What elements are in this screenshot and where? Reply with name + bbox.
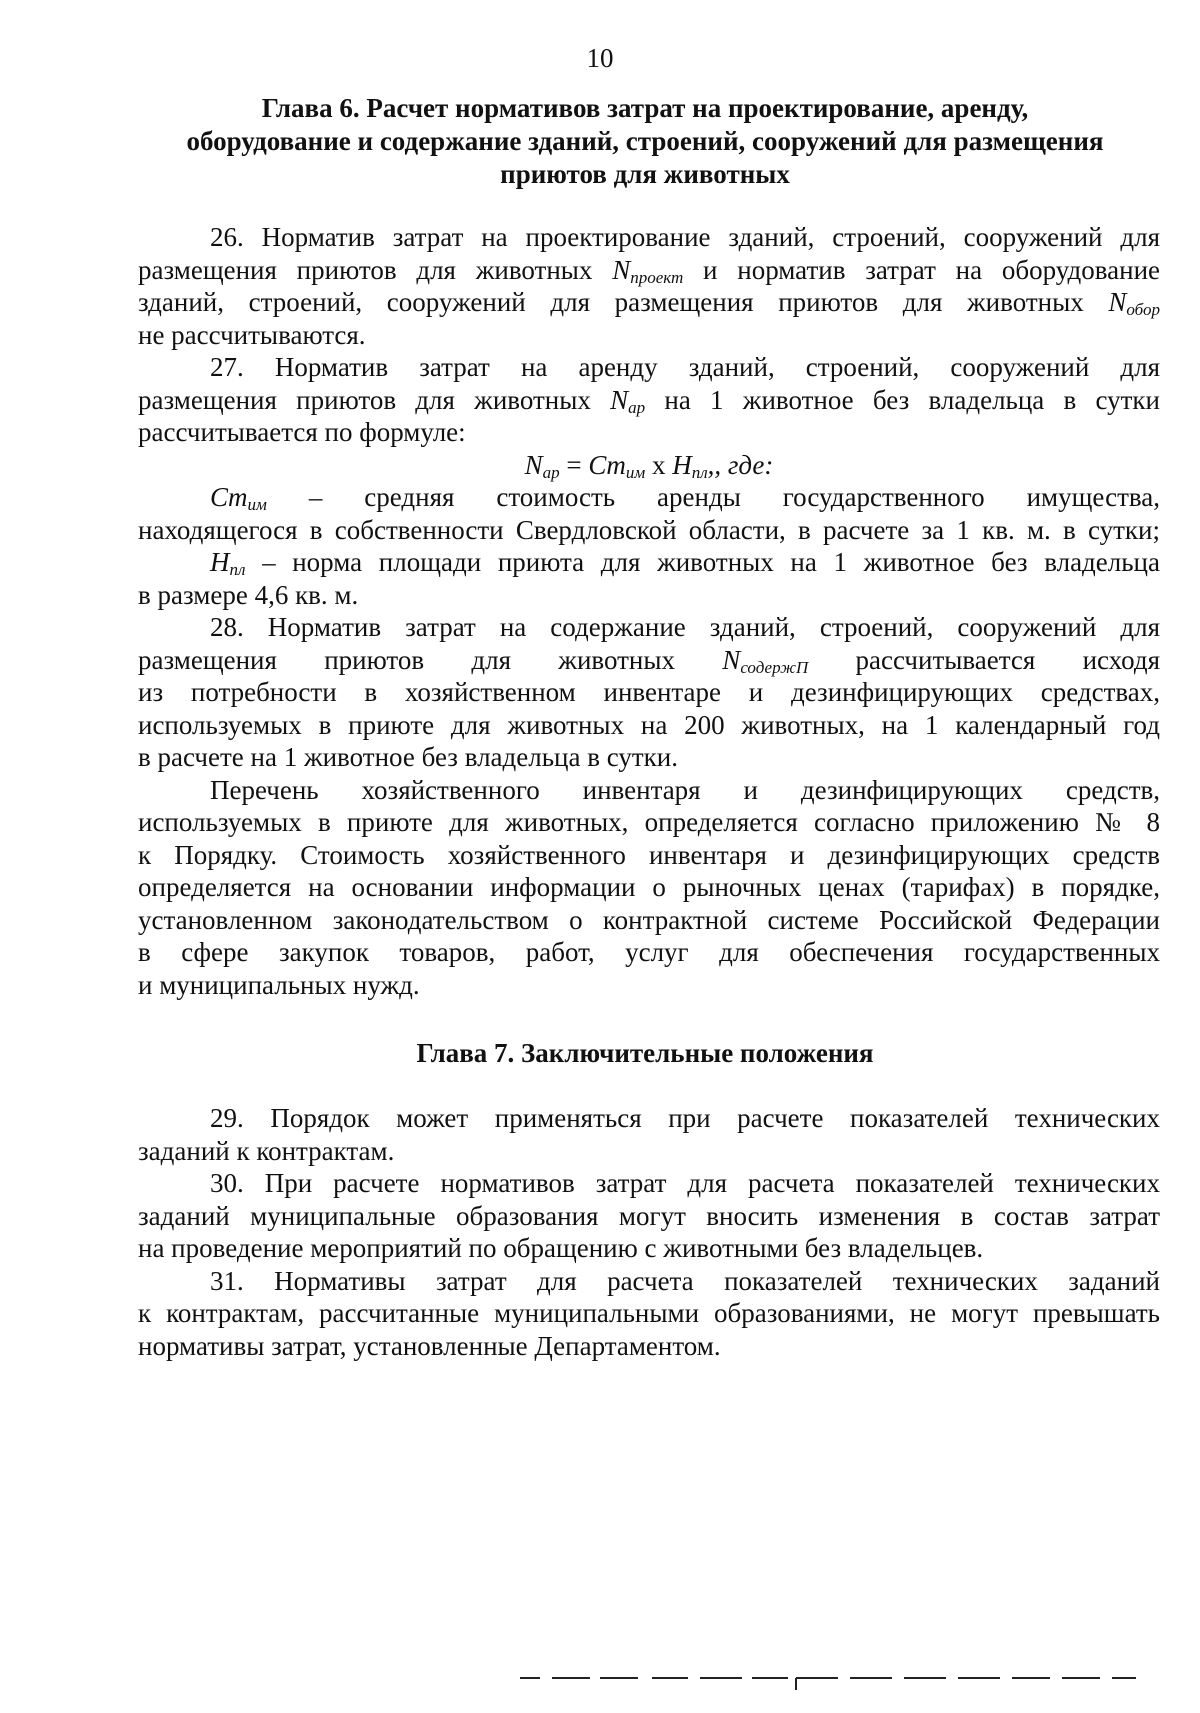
paragraph-inventory-line: к Порядку. Стоимость хозяйственного инвентаря и дезинфицирующих средств <box>138 839 1160 870</box>
chapter-6-title-line: приютов для животных <box>500 159 790 189</box>
paragraph-inventory-line: определяется на основании информации о рыночных ценах (тарифах) в порядке, <box>138 872 1160 902</box>
paragraph-29-line: заданий к контрактам. <box>138 1135 395 1166</box>
paragraph-26-line: 26. Норматив затрат на проектирование зданий, строений, сооружений для <box>210 222 1160 252</box>
paragraph-inventory-line: и муниципальных нужд. <box>138 969 420 1000</box>
page-number: 10 <box>586 43 614 73</box>
chapter-6-title-line: оборудование и содержание зданий, строений, сооружений для размещения <box>186 126 1104 156</box>
chapter-7-heading <box>150 1037 1140 1070</box>
chapter-7-title: Глава 7. Заключительные положения <box>416 1038 874 1068</box>
chapter-6-title-line: Глава 6. Расчет нормативов затрат на проектирование, аренду, <box>261 93 1029 123</box>
definition-cost-line: $Cm_{им}$ – средняя стоимость аренды государственного имущества, <box>210 482 1160 514</box>
formula-rent: $N_{ар} = Cm_{им}$ х $H_{пл}$,, где: <box>524 449 774 482</box>
paragraph-27-line: рассчитывается по формуле: <box>138 417 466 447</box>
definition-area-line: в размере 4,6 кв. м. <box>138 579 359 610</box>
paragraph-30-line: заданий муниципальные образования могут вносить изменения в состав затрат <box>138 1200 1160 1231</box>
paragraph-inventory-line: Перечень хозяйственного инвентаря и дезинфицирующих средств, <box>210 774 1160 805</box>
paragraph-inventory-line: установленном законодательством о контрактной системе Российской Федерации <box>138 904 1160 935</box>
paragraph-31-line: нормативы затрат, установленные Департаментом. <box>138 1330 721 1361</box>
paragraph-inventory-line: в сфере закупок товаров, работ, услуг для обеспечения государственных <box>138 937 1160 967</box>
paragraph-31-line: 31. Нормативы затрат для расчета показателей технических заданий <box>210 1265 1160 1296</box>
paragraph-28-line: используемых в приюте для животных на 200 животных, на 1 календарный год <box>138 709 1160 740</box>
paragraph-28-line: размещения приютов для животных $N_{содержП}$ рассчитывается исходя <box>138 644 1160 677</box>
chapter-6-body <box>138 221 1160 1001</box>
paragraph-30-line: 30. При расчете нормативов затрат для расчета показателей технических <box>210 1168 1160 1198</box>
paragraph-28-line: в расчете на 1 животное без владельца в сутки. <box>138 742 678 772</box>
definition-cost-line: находящегося в собственности Свердловской области, в расчете за 1 кв. м. в сутки; <box>138 514 1160 545</box>
paragraph-31-line: к контрактам, рассчитанные муниципальными образованиями, не могут превышать <box>138 1298 1160 1328</box>
paragraph-inventory-line: используемых в приюте для животных, определяется согласно приложению № 8 <box>138 807 1160 837</box>
paragraph-28-line: 28. Норматив затрат на содержание зданий, строений, сооружений для <box>210 612 1160 642</box>
paragraph-27-line: 27. Норматив затрат на аренду зданий, строений, сооружений для <box>210 352 1160 382</box>
definition-area-line: $H_{пл}$ – норма площади приюта для животных на 1 животное без владельца <box>210 547 1160 579</box>
chapter-6-heading <box>150 92 1140 191</box>
paragraph-28-line: из потребности в хозяйственном инвентаре и дезинфицирующих средствах, <box>138 677 1160 707</box>
paragraph-26-line: зданий, строений, сооружений для размещения приютов для животных $N_{обор}$ <box>138 287 1160 319</box>
paragraph-27-line: размещения приютов для животных $N_{ар}$ на 1 животное без владельца в сутки <box>138 384 1161 417</box>
paragraph-29-line: 29. Порядок может применяться при расчете показателей технических <box>210 1103 1160 1133</box>
chapter-7-body <box>138 1102 1160 1362</box>
scan-artifact-dashed-line <box>520 1670 1140 1690</box>
paragraph-30-line: на проведение мероприятий по обращению с животными без владельцев. <box>138 1233 984 1263</box>
paragraph-26-line: не рассчитываются. <box>138 319 366 350</box>
paragraph-26-line: размещения приютов для животных $N_{проект}$ и норматив затрат на оборудование <box>138 254 1161 287</box>
